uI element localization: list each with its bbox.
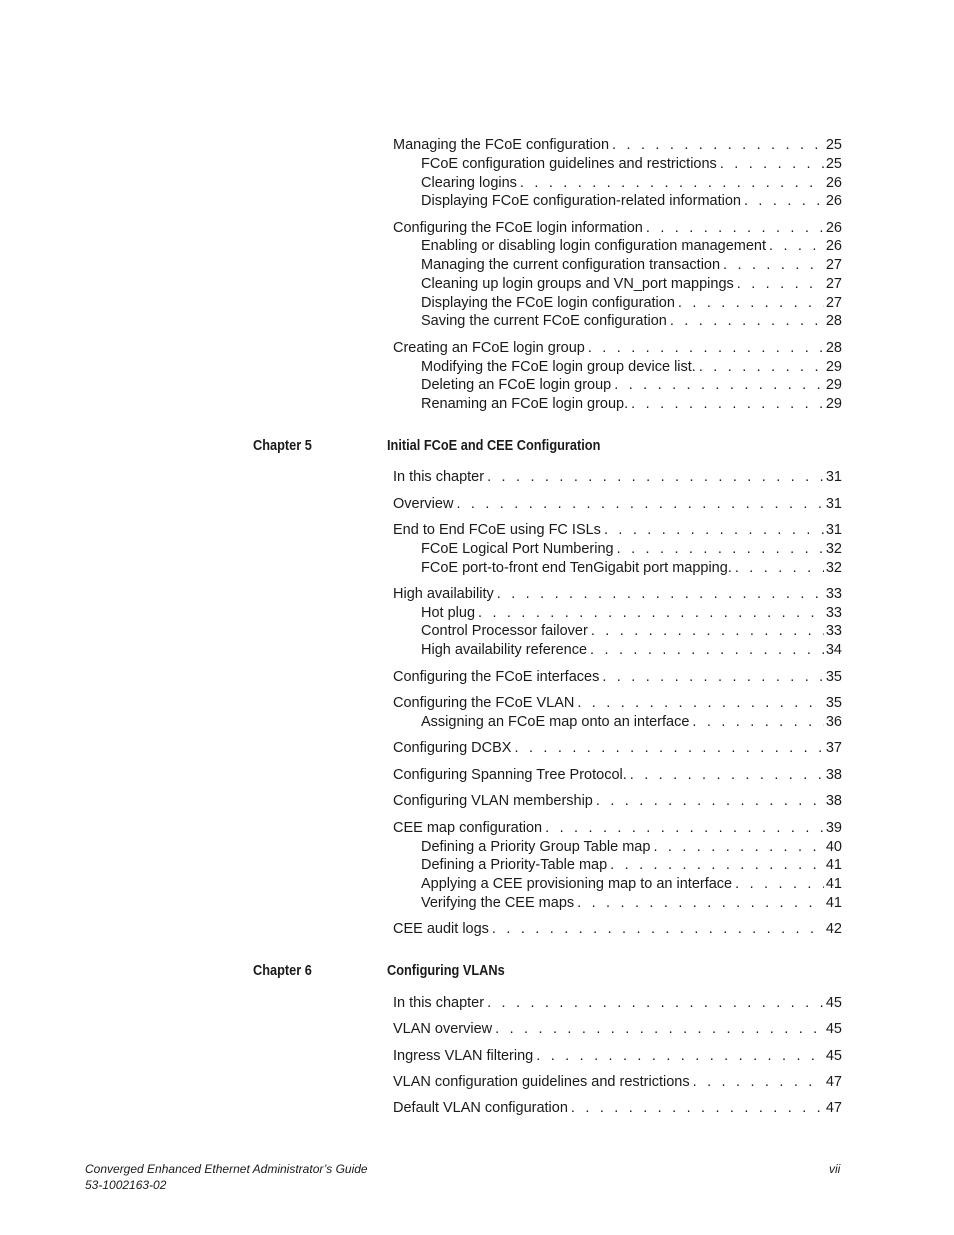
toc-entry-title: Modifying the FCoE login group device list. (421, 359, 696, 375)
dot-leader (487, 468, 824, 486)
dot-leader (653, 838, 823, 856)
toc-entry-title: CEE map configuration (393, 820, 543, 836)
toc-entry-page-number: 31 (825, 522, 842, 538)
toc-entry-title: Clearing logins (421, 175, 517, 191)
toc-entry[interactable] (421, 376, 842, 394)
toc-entry[interactable] (421, 358, 842, 376)
toc-entry-title: Saving the current FCoE configuration (421, 313, 667, 329)
dot-leader (478, 604, 824, 622)
toc-entry-page-number: 38 (825, 767, 842, 783)
toc-entry[interactable] (393, 1099, 842, 1117)
dot-leader (720, 155, 824, 173)
toc-entry-page-number: 34 (825, 642, 842, 658)
toc-entry[interactable] (421, 875, 842, 893)
toc-entry-page-number: 37 (825, 740, 842, 756)
toc-entry[interactable] (421, 155, 842, 173)
toc-entry[interactable] (393, 1020, 842, 1038)
toc-entry-page-number: 31 (825, 469, 842, 485)
toc-entry[interactable] (421, 838, 842, 856)
toc-entry-title: Assigning an FCoE map onto an interface (421, 714, 690, 730)
footer-page-number: vii (829, 1162, 841, 1176)
dot-leader (487, 994, 824, 1012)
toc-entry-title: Configuring Spanning Tree Protocol. (393, 767, 627, 783)
dot-leader (495, 1020, 824, 1038)
footer-doc-number: 53-1002163-02 (85, 1178, 167, 1192)
dot-leader (591, 622, 824, 640)
toc-entry[interactable] (393, 585, 842, 603)
toc-entry-title: Hot plug (421, 605, 476, 621)
toc-entry-page-number: 42 (825, 921, 842, 937)
toc-entry-page-number: 26 (825, 193, 842, 209)
dot-leader (769, 237, 824, 255)
toc-entry-page-number: 36 (825, 714, 842, 730)
toc-entry[interactable] (421, 540, 842, 558)
dot-leader (520, 174, 824, 192)
toc-entry-title: Cleaning up login groups and VN_port mappings (421, 276, 734, 292)
toc-entry-title: In this chapter (393, 995, 485, 1011)
toc-entry[interactable] (393, 219, 842, 237)
chapter-label: Chapter 5 (253, 438, 312, 454)
dot-leader (536, 1047, 824, 1065)
dot-leader (692, 713, 823, 731)
toc-entry-title: Control Processor failover (421, 623, 588, 639)
toc-entry-title: VLAN configuration guidelines and restrictions (393, 1074, 690, 1090)
toc-entry[interactable] (421, 641, 842, 659)
toc-entry[interactable] (421, 174, 842, 192)
toc-entry-title: Configuring the FCoE VLAN (393, 695, 575, 711)
dot-leader (596, 792, 824, 810)
toc-entry-page-number: 40 (825, 839, 842, 855)
toc-entry-page-number: 47 (825, 1100, 842, 1116)
toc-entry-title: Configuring the FCoE interfaces (393, 669, 600, 685)
toc-entry-page-number: 29 (825, 359, 842, 375)
dot-leader (588, 339, 824, 357)
toc-entry[interactable] (393, 1073, 842, 1091)
toc-entry-page-number: 27 (825, 276, 842, 292)
dot-leader (737, 275, 824, 293)
toc-entry-title: Creating an FCoE login group (393, 340, 585, 356)
toc-entry-page-number: 26 (825, 238, 842, 254)
toc-entry[interactable] (393, 468, 842, 486)
toc-entry-page-number: 41 (825, 857, 842, 873)
toc-entry-title: Renaming an FCoE login group. (421, 396, 629, 412)
toc-entry-title: Defining a Priority Group Table map (421, 839, 651, 855)
toc-entry-title: High availability reference (421, 642, 588, 658)
toc-entry[interactable] (393, 694, 842, 712)
toc-entry[interactable] (421, 713, 842, 731)
dot-leader (497, 585, 824, 603)
toc-entry-title: Displaying the FCoE login configuration (421, 295, 675, 311)
toc-entry-page-number: 25 (825, 156, 842, 172)
dot-leader (670, 312, 824, 330)
toc-entry[interactable] (421, 856, 842, 874)
toc-entry-page-number: 31 (825, 496, 842, 512)
dot-leader (590, 641, 824, 659)
toc-entry[interactable] (421, 237, 842, 255)
toc-entry-page-number: 33 (825, 623, 842, 639)
dot-leader (614, 376, 824, 394)
dot-leader (545, 819, 824, 837)
toc-entry[interactable] (393, 920, 842, 938)
toc-entry-page-number: 32 (825, 541, 842, 557)
chapter-title: Configuring VLANs (387, 963, 505, 979)
chapter-label: Chapter 6 (253, 963, 312, 979)
dot-leader (577, 894, 824, 912)
dot-leader (735, 875, 824, 893)
toc-entry-title: End to End FCoE using FC ISLs (393, 522, 601, 538)
toc-entry-page-number: 26 (825, 220, 842, 236)
toc-entry-page-number: 33 (825, 605, 842, 621)
dot-leader (678, 294, 824, 312)
dot-leader (602, 668, 824, 686)
toc-entry-page-number: 41 (825, 876, 842, 892)
dot-leader (735, 559, 824, 577)
toc-entry-title: Overview (393, 496, 454, 512)
toc-entry[interactable] (421, 294, 842, 312)
toc-entry[interactable] (421, 622, 842, 640)
toc-entry-page-number: 33 (825, 586, 842, 602)
toc-entry-page-number: 27 (825, 295, 842, 311)
toc-entry[interactable] (393, 495, 842, 513)
toc-entry[interactable] (393, 766, 842, 784)
toc-entry[interactable] (421, 894, 842, 912)
toc-entry-title: Verifying the CEE maps (421, 895, 575, 911)
toc-entry-page-number: 38 (825, 793, 842, 809)
toc-entry-page-number: 28 (825, 313, 842, 329)
toc-entry-title: CEE audit logs (393, 921, 489, 937)
toc-entry-title: High availability (393, 586, 494, 602)
dot-leader (693, 1073, 824, 1091)
toc-entry[interactable] (393, 136, 842, 154)
toc-entry[interactable] (421, 192, 842, 210)
toc-entry-page-number: 25 (825, 137, 842, 153)
chapter-title: Initial FCoE and CEE Configuration (387, 438, 601, 454)
toc-entry-title: Deleting an FCoE login group (421, 377, 612, 393)
toc-entry-title: In this chapter (393, 469, 485, 485)
toc-entry-title: Ingress VLAN filtering (393, 1048, 534, 1064)
toc-entry-title: FCoE configuration guidelines and restrictions (421, 156, 717, 172)
toc-entry[interactable] (421, 275, 842, 293)
toc-entry-page-number: 45 (825, 1048, 842, 1064)
dot-leader (646, 219, 824, 237)
toc-entry-title: Managing the FCoE configuration (393, 137, 610, 153)
toc-entry-page-number: 45 (825, 995, 842, 1011)
dot-leader (612, 136, 824, 154)
footer-doc-title: Converged Enhanced Ethernet Administrator’s Guide (85, 1162, 368, 1176)
toc-entry-page-number: 29 (825, 377, 842, 393)
toc-entry[interactable] (393, 739, 842, 757)
dot-leader (631, 395, 824, 413)
toc-entry[interactable] (393, 819, 842, 837)
toc-entry[interactable] (393, 668, 842, 686)
dot-leader (514, 739, 823, 757)
dot-leader (617, 540, 824, 558)
toc-entry-title: Default VLAN configuration (393, 1100, 568, 1116)
toc-entry-title: Configuring DCBX (393, 740, 512, 756)
toc-entry[interactable] (421, 256, 842, 274)
toc-entry-title: FCoE Logical Port Numbering (421, 541, 614, 557)
toc-entry-title: Enabling or disabling login configuration management (421, 238, 767, 254)
toc-entry[interactable] (421, 312, 842, 330)
toc-entry-title: Applying a CEE provisioning map to an interface (421, 876, 733, 892)
toc-entry-page-number: 26 (825, 175, 842, 191)
dot-leader (571, 1099, 824, 1117)
toc-entry-title: Configuring the FCoE login information (393, 220, 643, 236)
toc-entry[interactable] (393, 521, 842, 539)
toc-entry-title: Displaying FCoE configuration-related information (421, 193, 741, 209)
toc-entry[interactable] (393, 1047, 842, 1065)
toc-entry-title: FCoE port-to-front end TenGigabit port mapping. (421, 560, 732, 576)
toc-entry-page-number: 47 (825, 1074, 842, 1090)
dot-leader (456, 495, 823, 513)
toc-entry[interactable] (393, 792, 842, 810)
toc-entry[interactable] (393, 994, 842, 1012)
toc-entry-page-number: 39 (825, 820, 842, 836)
dot-leader (699, 358, 824, 376)
toc-entry-page-number: 32 (825, 560, 842, 576)
toc-entry-page-number: 35 (825, 669, 842, 685)
dot-leader (630, 766, 824, 784)
toc-entry-title: VLAN overview (393, 1021, 493, 1037)
dot-leader (577, 694, 824, 712)
toc-entry[interactable] (421, 395, 842, 413)
dot-leader (723, 256, 824, 274)
toc-entry-page-number: 29 (825, 396, 842, 412)
dot-leader (744, 192, 824, 210)
toc-entry-title: Managing the current configuration transaction (421, 257, 721, 273)
toc-entry-title: Configuring VLAN membership (393, 793, 593, 809)
dot-leader (604, 521, 824, 539)
toc-entry[interactable] (421, 604, 842, 622)
dot-leader (492, 920, 824, 938)
toc-entry-page-number: 35 (825, 695, 842, 711)
toc-entry-page-number: 27 (825, 257, 842, 273)
toc-entry[interactable] (421, 559, 842, 577)
toc-entry-page-number: 28 (825, 340, 842, 356)
dot-leader (610, 856, 824, 874)
toc-entry-page-number: 41 (825, 895, 842, 911)
toc-entry-page-number: 45 (825, 1021, 842, 1037)
toc-entry[interactable] (393, 339, 842, 357)
toc-entry-title: Defining a Priority-Table map (421, 857, 608, 873)
